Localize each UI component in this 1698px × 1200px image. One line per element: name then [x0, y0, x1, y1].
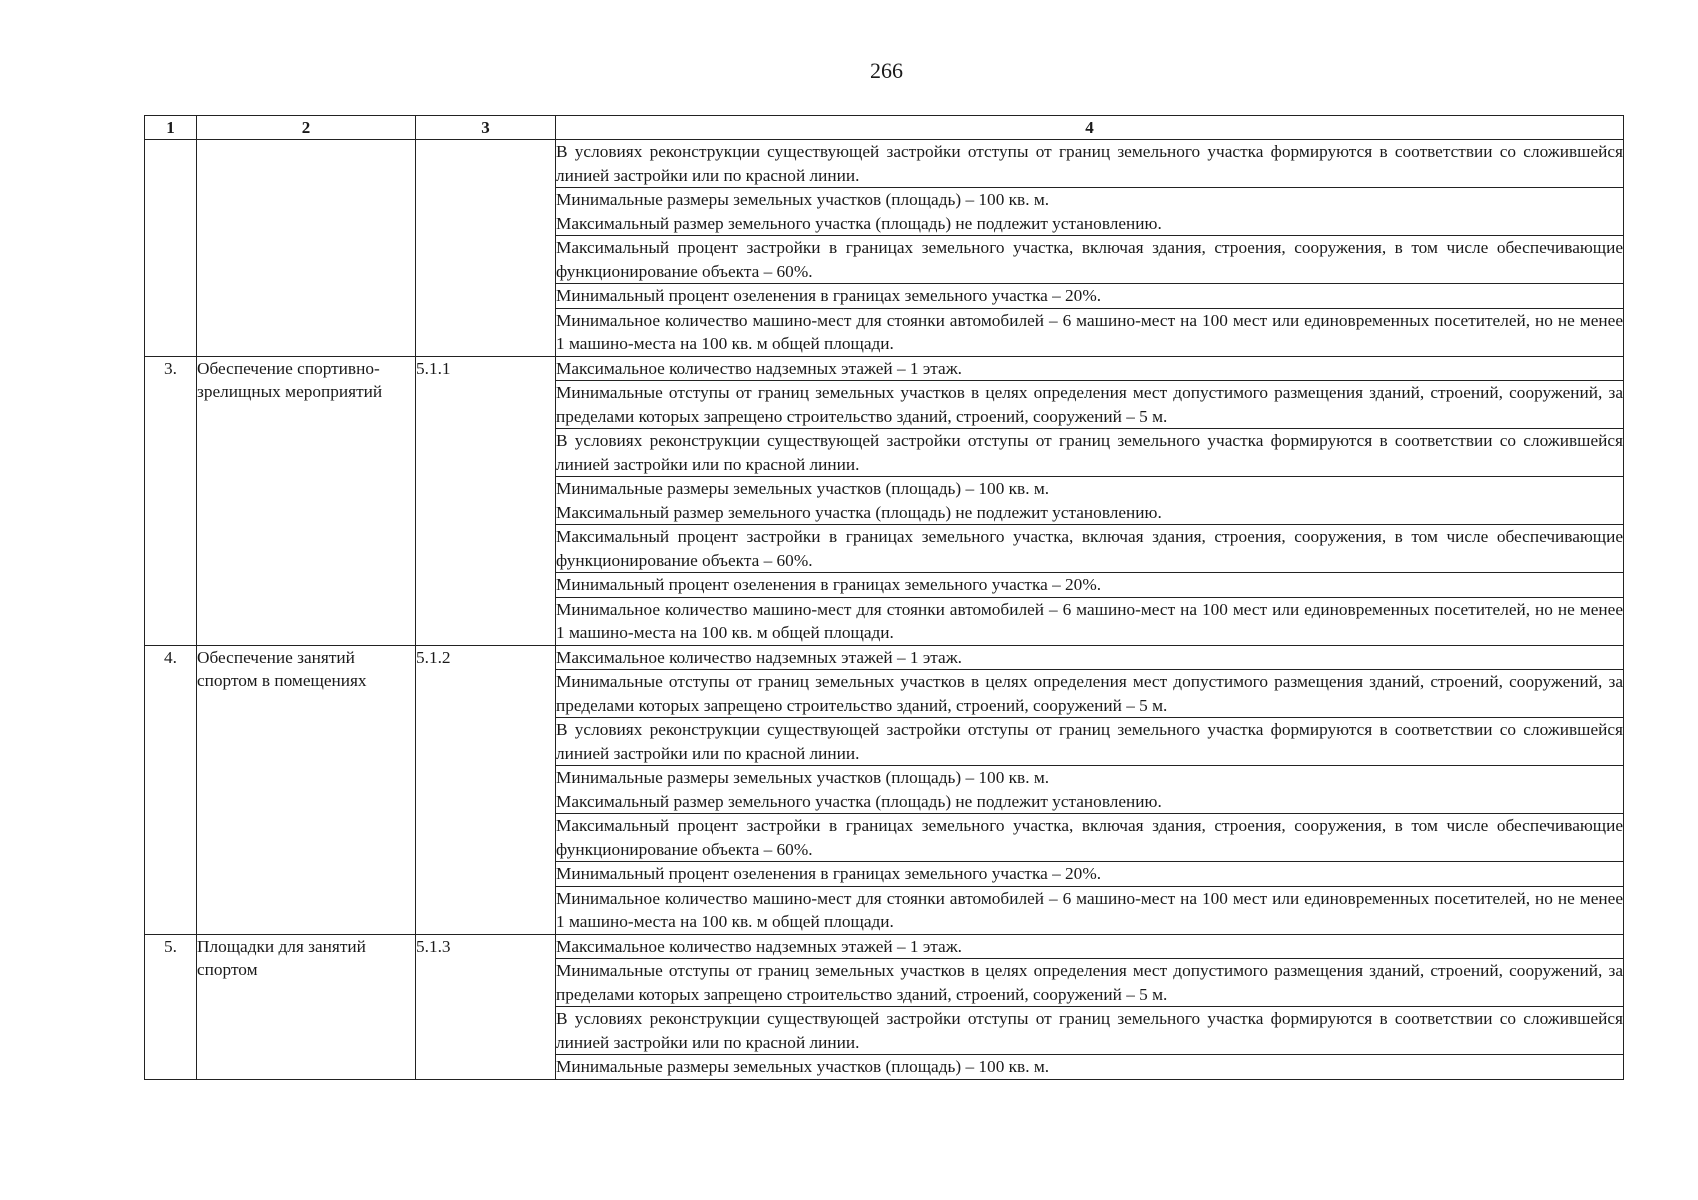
- requirement-text: В условиях реконструкции существующей застройки отступы от границ земельного участка формируются в соответствии со сложившейся линией застройки или по красной линии.: [556, 431, 1623, 474]
- header-col-2: 2: [197, 116, 416, 140]
- row-number-cell: 4.: [145, 645, 197, 934]
- requirement-cell: [556, 525, 1624, 573]
- requirement-text: Минимальный процент озеленения в границах земельного участка – 20%.: [556, 864, 1102, 883]
- requirement-cell: [556, 1007, 1624, 1055]
- requirement-cell: [556, 573, 1624, 598]
- requirement-cell: [556, 934, 1624, 959]
- requirement-text: Минимальный процент озеленения в границах земельного участка – 20%.: [556, 286, 1102, 305]
- requirement-text: Минимальное количество машино-мест для стоянки автомобилей – 6 машино-мест на 100 мест или единовременных посетителей, но не менее 1 машино-места на 100 кв. м общей площади.: [556, 310, 1623, 353]
- requirement-text: Минимальное количество машино-мест для стоянки автомобилей – 6 машино-мест на 100 мест или единовременных посетителей, но не менее 1 машино-места на 100 кв. м общей площади.: [556, 888, 1623, 931]
- table-row: [145, 140, 1624, 188]
- requirement-text: Минимальный процент озеленения в границах земельного участка – 20%.: [556, 575, 1102, 594]
- use-type-cell: [197, 140, 416, 357]
- requirement-text: Максимальное количество надземных этажей – 1 этаж.: [556, 647, 962, 667]
- requirement-text: Максимальный процент застройки в границах земельного участка, включая здания, строения, сооружения, в том числе обеспечивающие функционирование объекта – 60%.: [556, 238, 1623, 281]
- requirement-text: Максимальный процент застройки в границах земельного участка, включая здания, строения, сооружения, в том числе обеспечивающие функционирование объекта – 60%.: [556, 816, 1623, 859]
- requirement-cell: [556, 284, 1624, 309]
- table-row: [145, 645, 1624, 670]
- row-number-cell: 5.: [145, 934, 197, 1079]
- requirement-cell: [556, 862, 1624, 887]
- page-number: 266: [870, 58, 903, 83]
- requirement-text: Максимальный размер земельного участка (площадь) не подлежит установлению.: [556, 213, 1162, 233]
- requirement-text: Максимальный процент застройки в границах земельного участка, включая здания, строения, сооружения, в том числе обеспечивающие функционирование объекта – 60%.: [556, 527, 1623, 570]
- requirement-text: Минимальные размеры земельных участков (площадь) – 100 кв. м.: [556, 190, 1050, 209]
- use-code-cell: [416, 140, 556, 357]
- requirement-cell: [556, 477, 1624, 525]
- requirement-cell: [556, 1055, 1624, 1080]
- requirement-text: В условиях реконструкции существующей застройки отступы от границ земельного участка формируются в соответствии со сложившейся линией застройки или по красной линии.: [556, 720, 1623, 763]
- use-code-cell: 5.1.2: [416, 645, 556, 934]
- table-body: [145, 140, 1624, 1080]
- requirement-text: Минимальные отступы от границ земельных участков в целях определения мест допустимого размещения зданий, строений, сооружений, за пределами которых запрещено строительство зданий, строений, сооружений – 5 м.: [556, 383, 1623, 426]
- header-col-1: 1: [145, 116, 197, 140]
- requirement-text: В условиях реконструкции существующей застройки отступы от границ земельного участка формируются в соответствии со сложившейся линией застройки или по красной линии.: [556, 1009, 1623, 1052]
- requirement-cell: [556, 645, 1624, 670]
- requirement-cell: [556, 959, 1624, 1007]
- row-number-cell: [145, 140, 197, 357]
- requirement-text: В условиях реконструкции существующей застройки отступы от границ земельного участка формируются в соответствии со сложившейся линией застройки или по красной линии.: [556, 142, 1623, 185]
- requirement-text: Минимальное количество машино-мест для стоянки автомобилей – 6 машино-мест на 100 мест или единовременных посетителей, но не менее 1 машино-места на 100 кв. м общей площади.: [556, 599, 1623, 642]
- requirement-text: Максимальное количество надземных этажей – 1 этаж.: [556, 358, 962, 378]
- requirement-text: Минимальные размеры земельных участков (площадь) – 100 кв. м.: [556, 479, 1050, 498]
- header-col-3: 3: [416, 116, 556, 140]
- requirement-cell: [556, 670, 1624, 718]
- table-header-row: [145, 116, 1624, 140]
- requirement-text: Максимальный размер земельного участка (площадь) не подлежит установлению.: [556, 791, 1162, 811]
- requirement-text: Минимальные отступы от границ земельных участков в целях определения мест допустимого размещения зданий, строений, сооружений, за пределами которых запрещено строительство зданий, строений, сооружений – 5 м.: [556, 672, 1623, 715]
- requirement-text: Максимальный размер земельного участка (площадь) не подлежит установлению.: [556, 502, 1162, 522]
- use-code-cell: 5.1.1: [416, 356, 556, 645]
- table-row: [145, 356, 1624, 381]
- requirement-cell: [556, 381, 1624, 429]
- requirement-cell: [556, 814, 1624, 862]
- header-col-4: 4: [556, 116, 1624, 140]
- requirement-cell: [556, 718, 1624, 766]
- requirement-cell: [556, 429, 1624, 477]
- requirement-cell: [556, 236, 1624, 284]
- requirement-cell: [556, 356, 1624, 381]
- requirement-cell: [556, 140, 1624, 188]
- use-code-cell: 5.1.3: [416, 934, 556, 1079]
- requirement-cell: [556, 766, 1624, 814]
- requirement-text: Минимальные размеры земельных участков (площадь) – 100 кв. м.: [556, 1057, 1050, 1076]
- row-number-cell: 3.: [145, 356, 197, 645]
- use-type-cell: Обеспечение занятий спортом в помещениях: [197, 645, 416, 934]
- requirement-cell: [556, 308, 1624, 356]
- requirement-cell: [556, 886, 1624, 934]
- use-type-cell: Обеспечение спортивно-зрелищных мероприятий: [197, 356, 416, 645]
- requirement-cell: [556, 188, 1624, 236]
- table-row: [145, 934, 1624, 959]
- requirement-text: Максимальное количество надземных этажей – 1 этаж.: [556, 936, 962, 956]
- regulations-table: [144, 115, 1624, 1080]
- requirement-text: Минимальные размеры земельных участков (площадь) – 100 кв. м.: [556, 768, 1050, 787]
- requirement-text: Минимальные отступы от границ земельных участков в целях определения мест допустимого размещения зданий, строений, сооружений, за пределами которых запрещено строительство зданий, строений, сооружений – 5 м.: [556, 961, 1623, 1004]
- use-type-cell: Площадки для занятий спортом: [197, 934, 416, 1079]
- requirement-cell: [556, 597, 1624, 645]
